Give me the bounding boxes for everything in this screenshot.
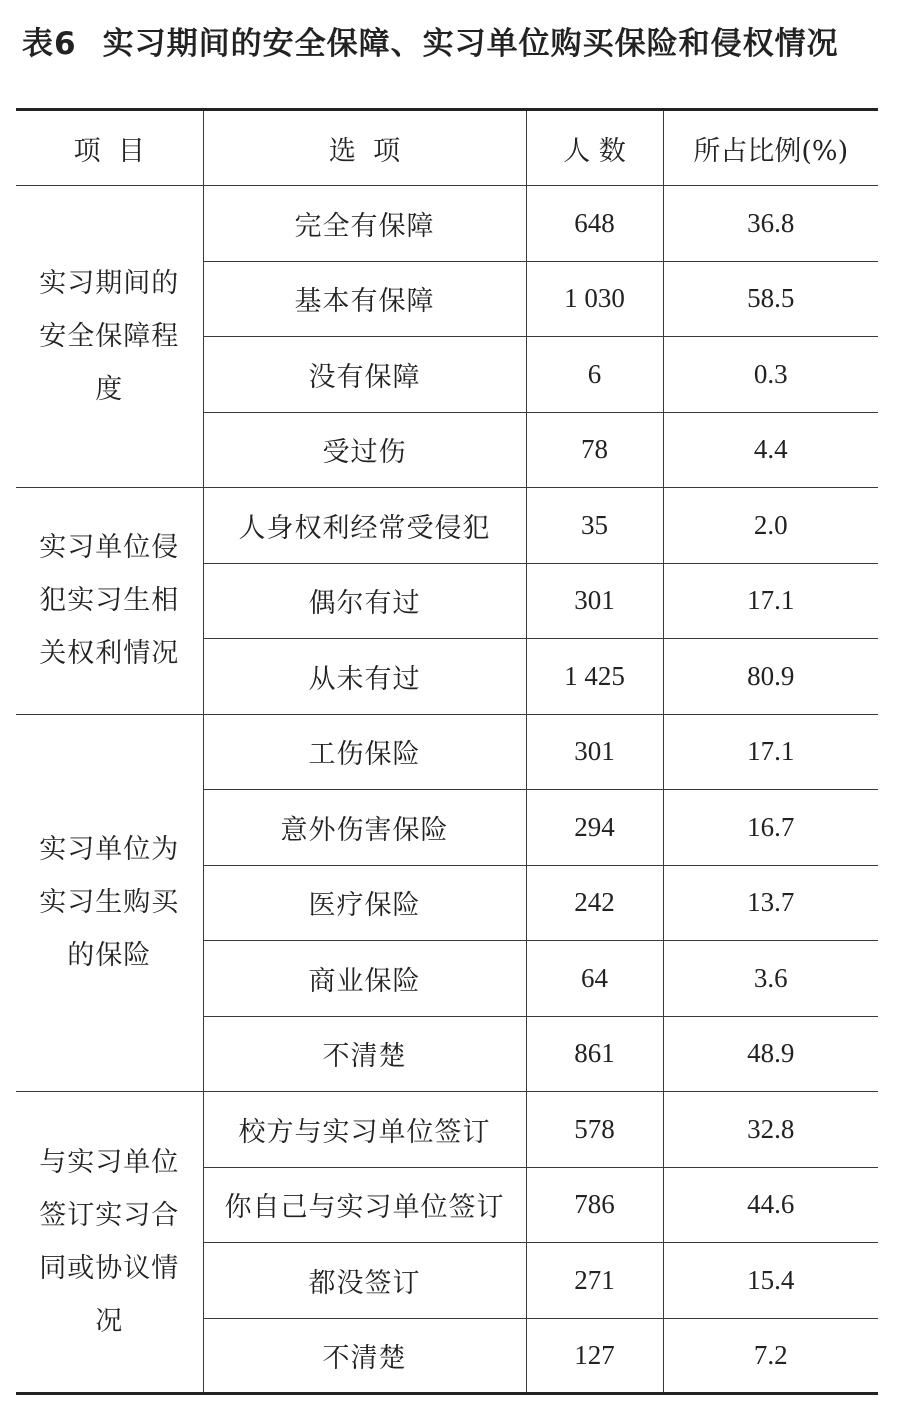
percent-cell: 15.4 bbox=[663, 1243, 878, 1319]
option-cell: 基本有保障 bbox=[203, 261, 526, 337]
option-cell: 医疗保险 bbox=[203, 865, 526, 941]
table-caption bbox=[22, 22, 882, 66]
option-cell: 意外伤害保险 bbox=[203, 790, 526, 866]
option-cell: 偶尔有过 bbox=[203, 563, 526, 639]
option-cell: 不清楚 bbox=[203, 1016, 526, 1092]
count-cell: 127 bbox=[526, 1318, 663, 1394]
percent-cell: 2.0 bbox=[663, 488, 878, 564]
data-table bbox=[16, 108, 878, 1395]
table-body bbox=[16, 186, 878, 1394]
count-cell: 301 bbox=[526, 563, 663, 639]
header-count: 人 数 bbox=[526, 110, 663, 186]
group-cell bbox=[16, 488, 203, 715]
header-option: 选 项 bbox=[203, 110, 526, 186]
table-row bbox=[16, 714, 878, 790]
header-item: 项 目 bbox=[16, 110, 203, 186]
count-cell: 861 bbox=[526, 1016, 663, 1092]
table-row bbox=[16, 186, 878, 262]
count-cell: 271 bbox=[526, 1243, 663, 1319]
percent-cell: 80.9 bbox=[663, 639, 878, 715]
percent-cell: 17.1 bbox=[663, 563, 878, 639]
group-label: 实习单位为实习生购买的保险 bbox=[39, 834, 180, 972]
count-cell: 78 bbox=[526, 412, 663, 488]
table-title: 实习期间的安全保障、实习单位购买保险和侵权情况 bbox=[102, 26, 839, 62]
percent-cell: 48.9 bbox=[663, 1016, 878, 1092]
group-cell bbox=[16, 1092, 203, 1394]
percent-cell: 44.6 bbox=[663, 1167, 878, 1243]
percent-cell: 7.2 bbox=[663, 1318, 878, 1394]
option-cell: 从未有过 bbox=[203, 639, 526, 715]
count-cell: 648 bbox=[526, 186, 663, 262]
count-cell: 786 bbox=[526, 1167, 663, 1243]
count-cell: 301 bbox=[526, 714, 663, 790]
count-cell: 64 bbox=[526, 941, 663, 1017]
count-cell: 6 bbox=[526, 337, 663, 413]
percent-cell: 0.3 bbox=[663, 337, 878, 413]
count-cell: 1 425 bbox=[526, 639, 663, 715]
count-cell: 35 bbox=[526, 488, 663, 564]
option-cell: 商业保险 bbox=[203, 941, 526, 1017]
group-cell bbox=[16, 186, 203, 488]
percent-cell: 58.5 bbox=[663, 261, 878, 337]
group-cell bbox=[16, 714, 203, 1092]
table-row bbox=[16, 1092, 878, 1168]
option-cell: 受过伤 bbox=[203, 412, 526, 488]
percent-cell: 17.1 bbox=[663, 714, 878, 790]
option-cell: 工伤保险 bbox=[203, 714, 526, 790]
group-label: 实习期间的安全保障程度 bbox=[39, 268, 180, 405]
option-cell: 你自己与实习单位签订 bbox=[203, 1167, 526, 1243]
group-label: 实习单位侵犯实习生相关权利情况 bbox=[39, 532, 180, 670]
percent-cell: 32.8 bbox=[663, 1092, 878, 1168]
percent-cell: 3.6 bbox=[663, 941, 878, 1017]
count-cell: 578 bbox=[526, 1092, 663, 1168]
count-cell: 294 bbox=[526, 790, 663, 866]
option-cell: 不清楚 bbox=[203, 1318, 526, 1394]
option-cell: 校方与实习单位签订 bbox=[203, 1092, 526, 1168]
option-cell: 都没签订 bbox=[203, 1243, 526, 1319]
header-percent: 所占比例(%) bbox=[663, 110, 878, 186]
table-row bbox=[16, 488, 878, 564]
option-cell: 没有保障 bbox=[203, 337, 526, 413]
percent-cell: 36.8 bbox=[663, 186, 878, 262]
percent-cell: 16.7 bbox=[663, 790, 878, 866]
percent-cell: 4.4 bbox=[663, 412, 878, 488]
percent-cell: 13.7 bbox=[663, 865, 878, 941]
option-cell: 人身权利经常受侵犯 bbox=[203, 488, 526, 564]
header-row bbox=[16, 110, 878, 186]
count-cell: 1 030 bbox=[526, 261, 663, 337]
count-cell: 242 bbox=[526, 865, 663, 941]
option-cell: 完全有保障 bbox=[203, 186, 526, 262]
table-number: 表6 bbox=[22, 26, 77, 62]
group-label: 与实习单位签订实习合同或协议情况 bbox=[39, 1147, 180, 1337]
